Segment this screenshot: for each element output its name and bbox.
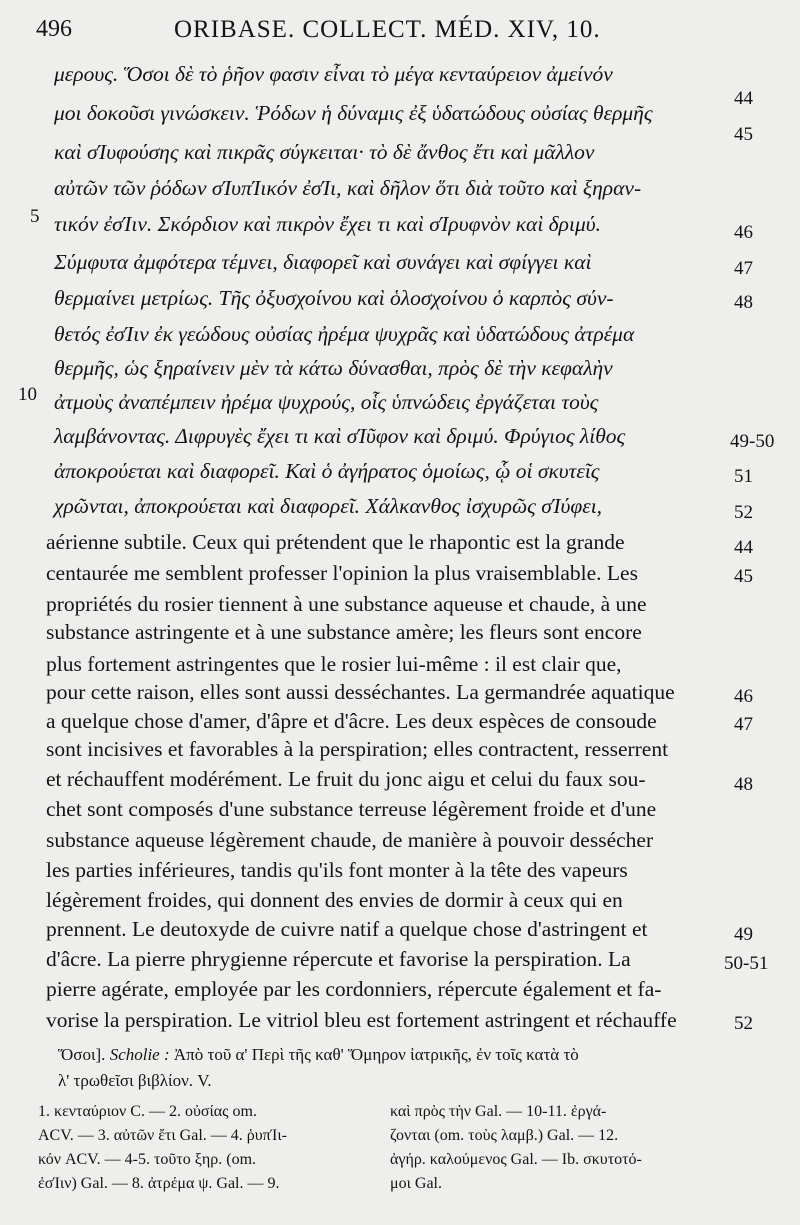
greek-line: τικόν ἐσΊιν. Σκόρδιον καὶ πικρὸν ἔχει τι καὶ σΊρυφνὸν καὶ δριμύ.: [54, 212, 602, 236]
footnotes-left-column: [38, 1100, 287, 1196]
page-number: 496: [36, 16, 72, 42]
greek-line: θερμῆς, ὡς ξηραίνειν μὲν τὰ κάτω δύνασθαι, πρὸς δὲ τὴν κεφαλὴν: [54, 356, 613, 380]
footnote-line: καὶ πρὸς τὴν Gal. — 10-11. ἐργά-: [390, 1103, 607, 1120]
french-line: substance astringente et à une substance amère; les fleurs sont encore: [46, 620, 642, 644]
page-header: [36, 16, 736, 56]
french-line: vorise la perspiration. Le vitriol bleu est fortement astringent et réchauffe: [46, 1008, 677, 1032]
footnote-line: ζονται (om. τοὺς λαμβ.) Gal. — 12.: [390, 1127, 619, 1144]
french-line: sont incisives et favorables à la perspiration; elles contractent, resserrent: [46, 737, 669, 761]
greek-line: μοι δοκοῦσι γινώσκειν. Ῥόδων ἡ δύναμις ἐξ ὑδατώδους οὐσίας θερμῆς: [54, 101, 653, 125]
french-line: plus fortement astringentes que le rosier lui-même : il est clair que,: [46, 652, 622, 676]
greek-line: μερους. Ὅσοι δὲ τὸ ῥῆον φασιν εἶναι τὸ μέγα κενταύρειον ἀμείνόν: [54, 62, 613, 86]
footnote-line: ἀγήρ. καλούμενος Gal. — Ib. σκυτοτό-: [390, 1151, 642, 1168]
french-line: substance aqueuse légèrement chaude, de manière à pouvoir dessécher: [46, 828, 654, 852]
greek-line: λαμβάνοντας. Διφρυγὲς ἔχει τι καὶ σΊῦφον καὶ δριμύ. Φρύγιος λίθος: [54, 424, 626, 448]
margin-number: 44: [734, 537, 753, 558]
margin-number: 46: [734, 686, 753, 707]
scholie-text: λ' τρωθεῖσι βιβλίον. V.: [58, 1071, 212, 1090]
french-line: pierre agérate, employée par les cordonniers, répercute également et fa-: [46, 977, 662, 1001]
margin-number: 52: [734, 502, 753, 523]
margin-number: 51: [734, 466, 753, 487]
margin-number: 48: [734, 292, 753, 313]
footnote-line: κόν ACV. — 4-5. τοῦτο ξηρ. (om.: [38, 1151, 257, 1168]
footnote-line: μοι Gal.: [390, 1175, 442, 1192]
margin-number: 49: [734, 924, 753, 945]
scholie-label: Scholie :: [109, 1045, 170, 1064]
margin-number: 48: [734, 774, 753, 795]
line-count-number: 10: [18, 384, 37, 405]
scholie-lemma: Ὅσοι].: [58, 1045, 106, 1064]
greek-line: χρῶνται, ἀποκρούεται καὶ διαφορεῖ. Χάλκανθος ἰσχυρῶς σΊύφει,: [54, 494, 603, 518]
margin-number: 45: [734, 124, 753, 145]
french-line: centaurée me semblent professer l'opinion la plus vraisemblable. Les: [46, 561, 638, 585]
french-line: prennent. Le deutoxyde de cuivre natif a quelque chose d'astringent et: [46, 917, 648, 941]
margin-number: 46: [734, 222, 753, 243]
footnote-line: ACV. — 3. αὐτῶν ἔτι Gal. — 4. ῥυπΊι-: [38, 1127, 287, 1144]
greek-line: θερμαίνει μετρίως. Τῆς ὀξυσχοίνου καὶ ὁλοσχοίνου ὁ καρπὸς σύν-: [54, 286, 614, 310]
french-line: légèrement froides, qui donnent des envies de dormir à ceux qui en: [46, 888, 623, 912]
margin-number: 52: [734, 1013, 753, 1034]
margin-number: 49-50: [730, 431, 775, 452]
greek-line: θετός ἐσΊιν ἐκ γεώδους οὐσίας ἠρέμα ψυχρᾶς καὶ ὑδατώδους ἀτρέμα: [54, 322, 635, 346]
margin-number: 44: [734, 88, 753, 109]
french-line: chet sont composés d'une substance terreuse légèrement froide et d'une: [46, 797, 657, 821]
greek-line: αὐτῶν τῶν ῥόδων σΊυπΊικόν ἐσΊι, καὶ δῆλον ὅτι διὰ τοῦτο καὶ ξηραν-: [54, 176, 642, 200]
margin-number: 47: [734, 258, 753, 279]
greek-line: καὶ σΊυφούσης καὶ πικρᾶς σύγκειται· τὸ δὲ ἄνθος ἔτι καὶ μᾶλλον: [54, 140, 595, 164]
greek-line: ἀποκρούεται καὶ διαφορεῖ. Καὶ ὁ ἀγήρατος ὁμοίως, ᾧ οἱ σκυτεῖς: [54, 459, 600, 483]
french-line: d'âcre. La pierre phrygienne répercute et favorise la perspiration. La: [46, 947, 631, 971]
french-line: aérienne subtile. Ceux qui prétendent que le rhapontic est la grande: [46, 530, 625, 554]
margin-number: 45: [734, 566, 753, 587]
greek-line: ἀτμοὺς ἀναπέμπειν ἠρέμα ψυχρούς, οἷς ὑπνώδεις ἐργάζεται τοὺς: [54, 390, 599, 414]
footnote-line: 1. κενταύριον C. — 2. οὐσίας om.: [38, 1103, 257, 1120]
footnote-line: ἐσΊιν) Gal. — 8. ἀτρέμα ψ. Gal. — 9.: [38, 1175, 280, 1192]
french-line: a quelque chose d'amer, d'âpre et d'âcre. Les deux espèces de consoude: [46, 709, 657, 733]
margin-number: 50-51: [724, 953, 769, 974]
french-line: pour cette raison, elles sont aussi desséchantes. La germandrée aquatique: [46, 680, 675, 704]
line-count-number: 5: [30, 206, 40, 227]
margin-number: 47: [734, 714, 753, 735]
greek-line: Σύμφυτα ἀμφότερα τέμνει, διαφορεῖ καὶ συνάγει καὶ σφίγγει καὶ: [54, 250, 592, 274]
running-title: ORIBASE. COLLECT. MÉD. XIV, 10.: [174, 16, 601, 43]
scholie-text: Ἀπὸ τοῦ α' Περὶ τῆς καθ' Ὅμηρον ἰατρικῆς, ἐν τοῖς κατὰ τὸ: [173, 1045, 579, 1064]
french-line: et réchauffent modérément. Le fruit du jonc aigu et celui du faux sou-: [46, 767, 646, 791]
footnotes-right-column: [390, 1100, 642, 1196]
french-line: les parties inférieures, tandis qu'ils font monter à la tête des vapeurs: [46, 858, 628, 882]
french-line: propriétés du rosier tiennent à une substance aqueuse et chaude, à une: [46, 592, 647, 616]
scholie-note: [58, 1042, 579, 1094]
